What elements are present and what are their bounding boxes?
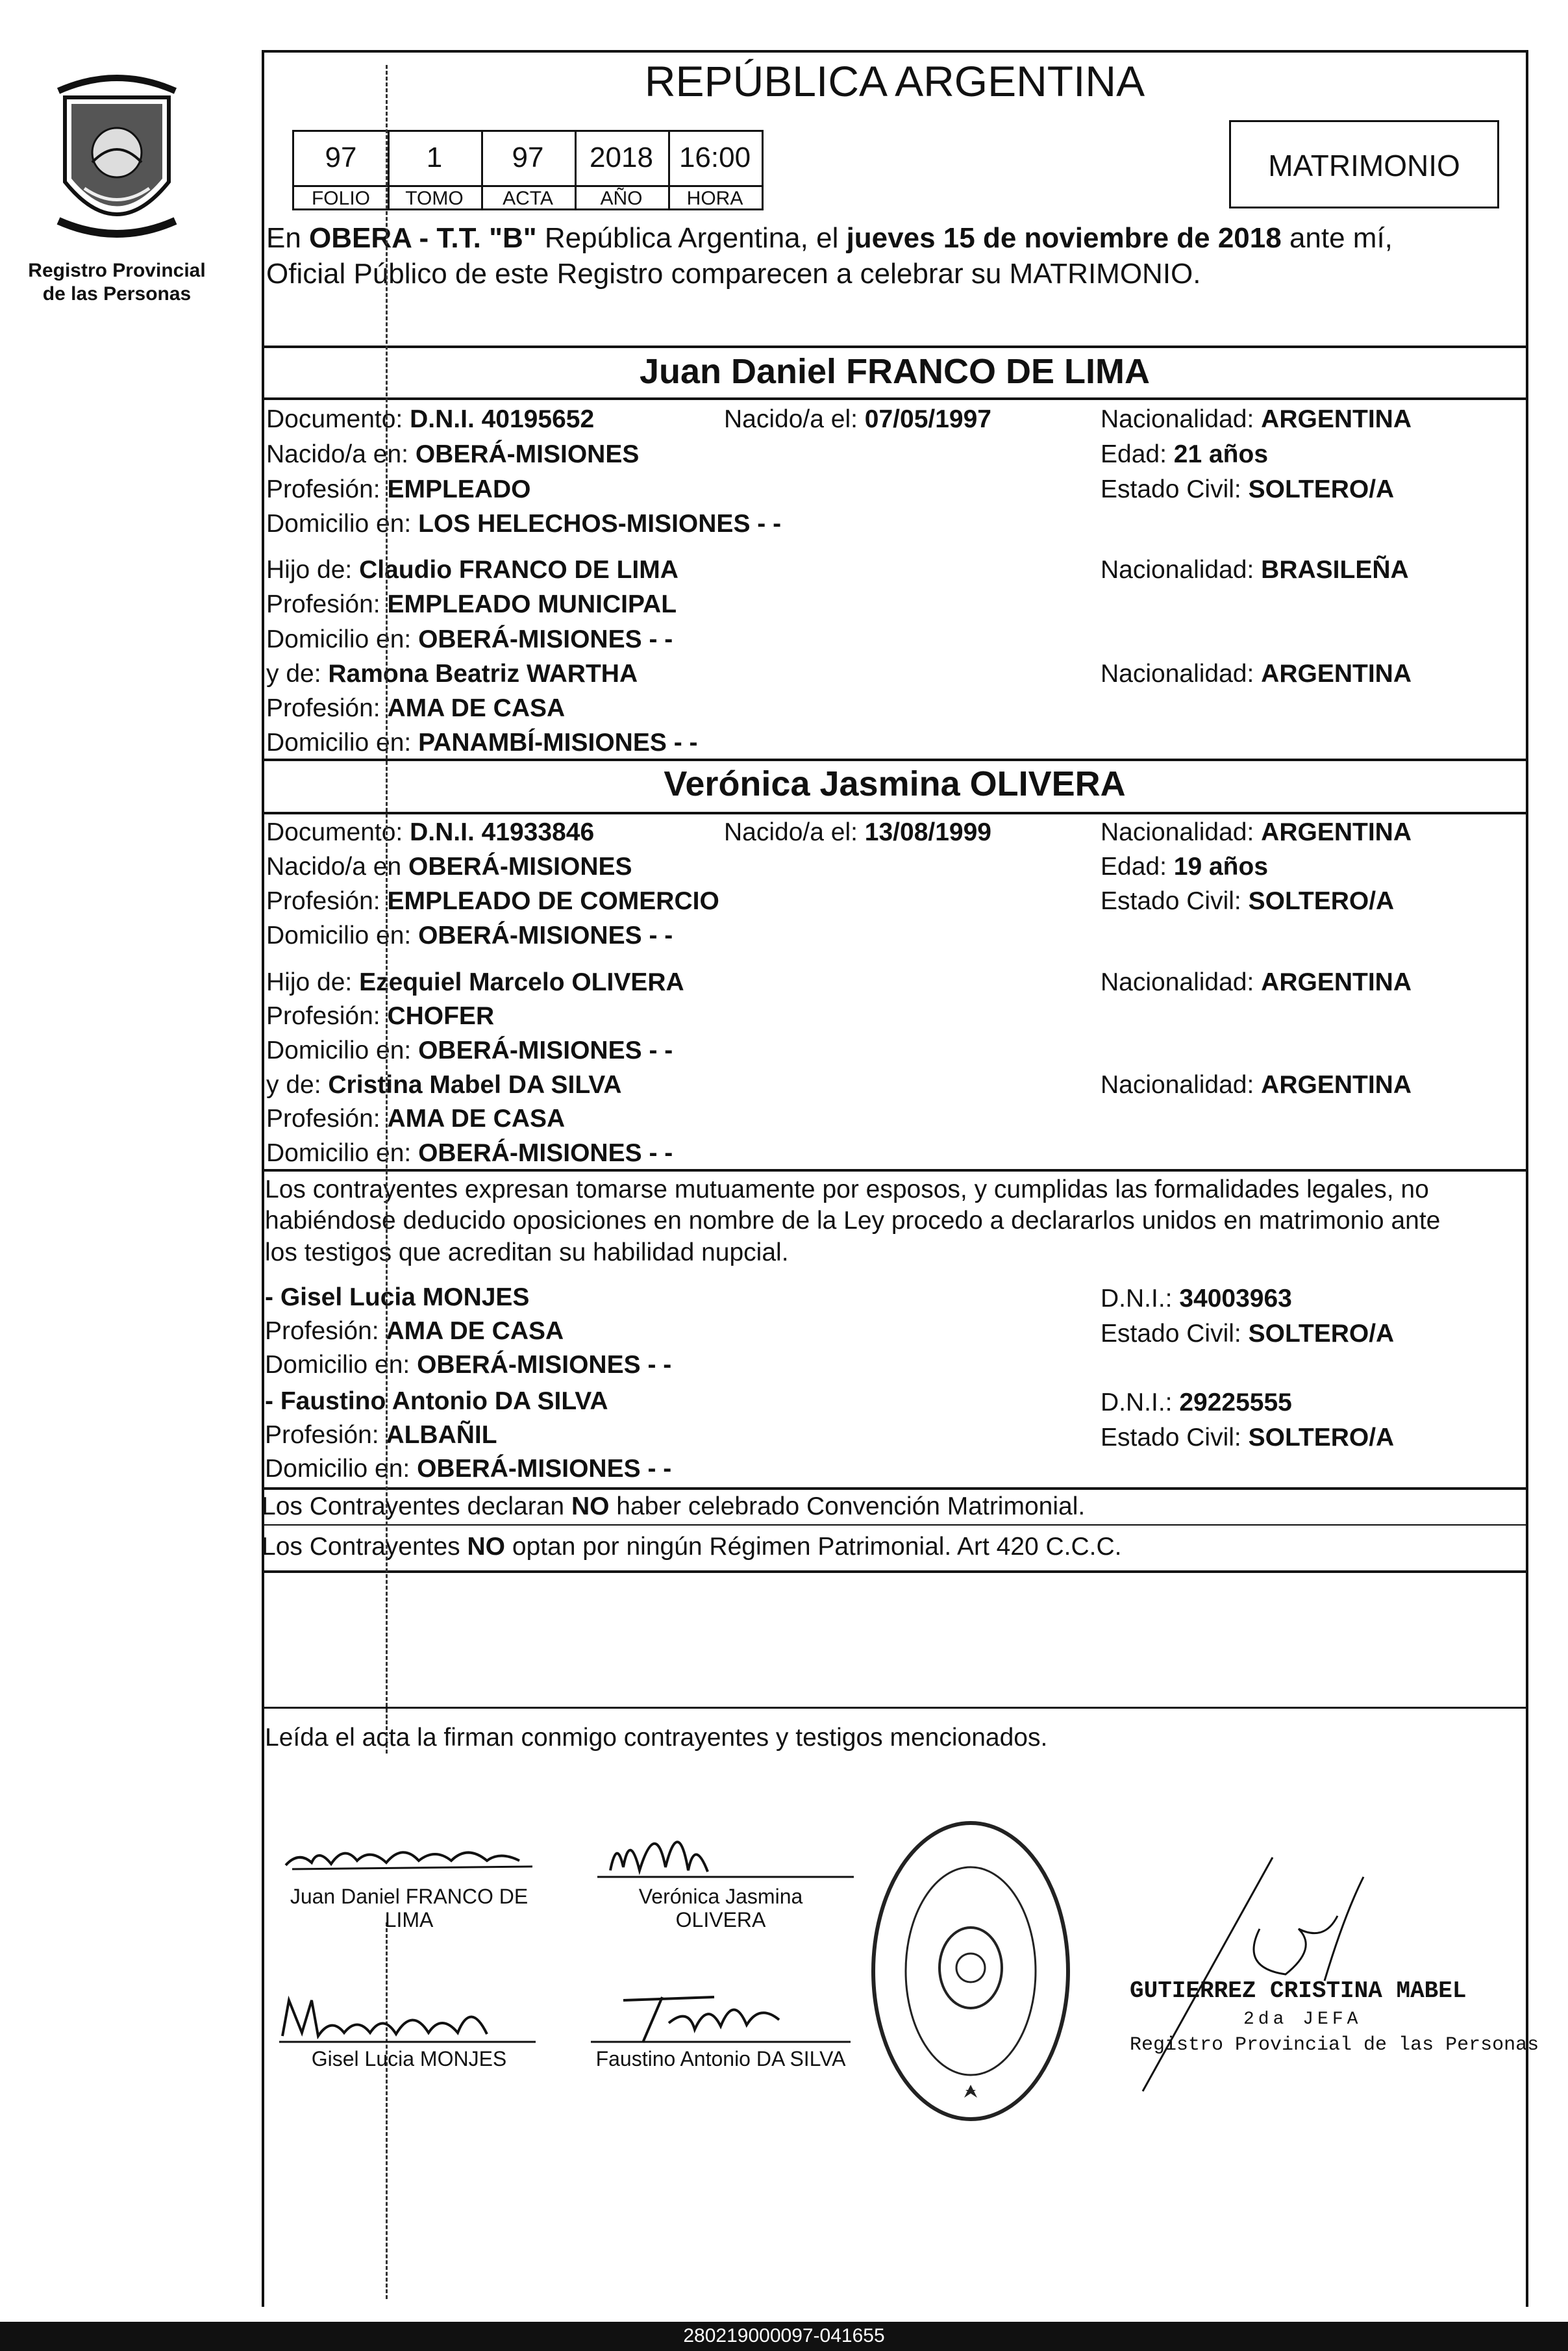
- witness2-civil-status: Estado Civil: SOLTERO/A: [1101, 1424, 1395, 1452]
- spouse2-address: Domicilio en: OBERÁ-MISIONES - -: [266, 922, 673, 949]
- witness1-civil-status: Estado Civil: SOLTERO/A: [1101, 1320, 1395, 1348]
- signature-spouse2-label-1: Verónica Jasmina: [638, 1885, 803, 1908]
- acta-label: ACTA: [503, 188, 553, 209]
- fold-line: [386, 65, 388, 1754]
- divider: [262, 1169, 1528, 1172]
- signature-spouse2: [584, 1812, 857, 1883]
- spouse2-birthplace: Nacido/a en OBERÁ-MISIONES: [266, 853, 632, 881]
- spouse1-father-address: Domicilio en: OBERÁ-MISIONES - -: [266, 625, 673, 653]
- spouse1-father-nationality: Nacionalidad: BRASILEÑA: [1101, 556, 1409, 584]
- spouse2-father-nationality: Nacionalidad: ARGENTINA: [1101, 968, 1412, 996]
- spouse2-nationality: Nacionalidad: ARGENTINA: [1101, 818, 1412, 846]
- spouse1-civil-status: Estado Civil: SOLTERO/A: [1101, 475, 1395, 503]
- spouse2-mother-address: Domicilio en: OBERÁ-MISIONES - -: [266, 1139, 673, 1167]
- signature-spouse2-label-2: OLIVERA: [675, 1908, 766, 1931]
- spouse2-father-address: Domicilio en: OBERÁ-MISIONES - -: [266, 1037, 673, 1064]
- anio-value: 2018: [590, 142, 653, 173]
- spouse1-nationality: Nacionalidad: ARGENTINA: [1101, 405, 1412, 433]
- officer-name: GUTIERREZ CRISTINA MABEL: [1130, 1978, 1467, 2004]
- record-grid: [292, 130, 764, 210]
- declaration-line-2: habiéndose deducido oposiciones en nombre de la Ley procedo a declararlos unidos en matrimonio ante: [265, 1207, 1441, 1235]
- spouse1-mother-profession: Profesión: AMA DE CASA: [266, 694, 566, 722]
- hora-label: HORA: [686, 188, 743, 209]
- intro-line-1: En OBERA - T.T. "B" República Argentina, el jueves 15 de noviembre de 2018 ante mí,: [266, 222, 1393, 254]
- footer-bar: [0, 2322, 1568, 2351]
- witness2-profession: Profesión: ALBAÑIL: [265, 1421, 497, 1449]
- declaration-line-1: Los contrayentes expresan tomarse mutuamente por esposos, y cumplidas las formalidades legales, no: [265, 1176, 1429, 1203]
- fold-line: [386, 1922, 388, 2299]
- signature-spouse1-label-2: LIMA: [384, 1908, 434, 1931]
- record-type-box: [1229, 120, 1499, 208]
- signature-witness1: [273, 1987, 545, 2046]
- official-stamp: [860, 1812, 1081, 2130]
- signature-officer: [1130, 1851, 1493, 2098]
- divider: [262, 812, 1528, 814]
- convention-line-2: Los Contrayentes NO optan por ningún Régimen Patrimonial. Art 420 C.C.C.: [262, 1533, 1122, 1561]
- frame-top-border: [262, 50, 1528, 53]
- spouse1-father: Hijo de: Claudio FRANCO DE LIMA: [266, 556, 678, 584]
- spouse1-birthdate: Nacido/a el: 07/05/1997: [724, 405, 991, 433]
- acta-value: 97: [512, 142, 544, 173]
- tomo-label: TOMO: [405, 188, 464, 209]
- spouse1-age: Edad: 21 años: [1101, 440, 1269, 468]
- spouse2-document: Documento: D.N.I. 41933846: [266, 818, 595, 846]
- misiones-coat-of-arms-icon: [45, 71, 188, 253]
- spouse1-address: Domicilio en: LOS HELECHOS-MISIONES - -: [266, 510, 782, 538]
- spouse2-mother: y de: Cristina Mabel DA SILVA: [266, 1071, 622, 1099]
- signature-spouse1-label-1: Juan Daniel FRANCO DE: [290, 1885, 529, 1908]
- spouse2-civil-status: Estado Civil: SOLTERO/A: [1101, 887, 1395, 915]
- province-seal: [45, 71, 188, 253]
- registry-stamp-icon: [860, 1812, 1081, 2130]
- witness2-name: - Faustino Antonio DA SILVA: [265, 1387, 608, 1415]
- folio-label: FOLIO: [311, 188, 370, 209]
- witness2-address: Domicilio en: OBERÁ-MISIONES - -: [265, 1455, 672, 1483]
- footer-code: 280219000097-041655: [683, 2325, 885, 2346]
- witness1-profession: Profesión: AMA DE CASA: [265, 1317, 564, 1345]
- spouse1-document: Documento: D.N.I. 40195652: [266, 405, 595, 433]
- divider: [262, 759, 1528, 761]
- witness1-dni: D.N.I.: 34003963: [1101, 1285, 1292, 1313]
- record-type: MATRIMONIO: [1268, 149, 1460, 182]
- country-title: REPÚBLICA ARGENTINA: [644, 57, 1145, 105]
- signature-spouse1: [273, 1825, 545, 1877]
- divider: [262, 1570, 1528, 1573]
- signature-witness1-label: Gisel Lucia MONJES: [311, 2047, 507, 2070]
- spouse2-father: Hijo de: Ezequiel Marcelo OLIVERA: [266, 968, 684, 996]
- spouse1-mother-address: Domicilio en: PANAMBÍ-MISIONES - -: [266, 729, 698, 757]
- tomo-value: 1: [426, 142, 443, 173]
- anio-label: AÑO: [600, 188, 643, 209]
- spouse2-name: Verónica Jasmina OLIVERA: [664, 764, 1126, 803]
- spouse1-mother-nationality: Nacionalidad: ARGENTINA: [1101, 660, 1412, 688]
- divider: [262, 397, 1528, 400]
- spouse1-father-profession: Profesión: EMPLEADO MUNICIPAL: [266, 590, 677, 618]
- divider: [262, 1707, 1528, 1709]
- closing-text: Leída el acta la firman conmigo contrayentes y testigos mencionados.: [265, 1724, 1048, 1752]
- divider: [262, 1524, 1528, 1526]
- spouse2-mother-nationality: Nacionalidad: ARGENTINA: [1101, 1071, 1412, 1099]
- spouse2-mother-profession: Profesión: AMA DE CASA: [266, 1105, 566, 1133]
- spouse1-mother: y de: Ramona Beatriz WARTHA: [266, 660, 638, 688]
- officer-title: 2da JEFA: [1243, 2009, 1362, 2030]
- intro-line-2: Oficial Público de este Registro comparecen a celebrar su MATRIMONIO.: [266, 258, 1201, 290]
- divider: [262, 346, 1528, 348]
- witness1-address: Domicilio en: OBERÁ-MISIONES - -: [265, 1351, 672, 1379]
- spouse2-age: Edad: 19 años: [1101, 853, 1269, 881]
- signature-witness2: [584, 1974, 857, 2046]
- divider: [262, 1487, 1528, 1490]
- spouse2-birthdate: Nacido/a el: 13/08/1999: [724, 818, 991, 846]
- spouse2-father-profession: Profesión: CHOFER: [266, 1002, 495, 1030]
- spouse1-name: Juan Daniel FRANCO DE LIMA: [639, 352, 1151, 391]
- spouse1-profession: Profesión: EMPLEADO: [266, 475, 531, 503]
- spouse2-profession: Profesión: EMPLEADO DE COMERCIO: [266, 887, 719, 915]
- folio-value: 97: [325, 142, 357, 173]
- officer-organization: Registro Provincial de las Personas: [1130, 2034, 1539, 2056]
- convention-line-1: Los Contrayentes declaran NO haber celebrado Convención Matrimonial.: [262, 1492, 1086, 1520]
- hora-value: 16:00: [678, 142, 751, 173]
- spouse1-birthplace: Nacido/a en: OBERÁ-MISIONES: [266, 440, 640, 468]
- witness1-name: - Gisel Lucia MONJES: [265, 1283, 530, 1311]
- witness2-dni: D.N.I.: 29225555: [1101, 1389, 1292, 1416]
- registry-caption-1: Registro Provincial: [28, 260, 206, 281]
- signature-witness2-label: Faustino Antonio DA SILVA: [595, 2047, 846, 2070]
- declaration-line-3: los testigos que acreditan su habilidad nupcial.: [265, 1238, 789, 1266]
- registry-caption-2: de las Personas: [42, 283, 192, 305]
